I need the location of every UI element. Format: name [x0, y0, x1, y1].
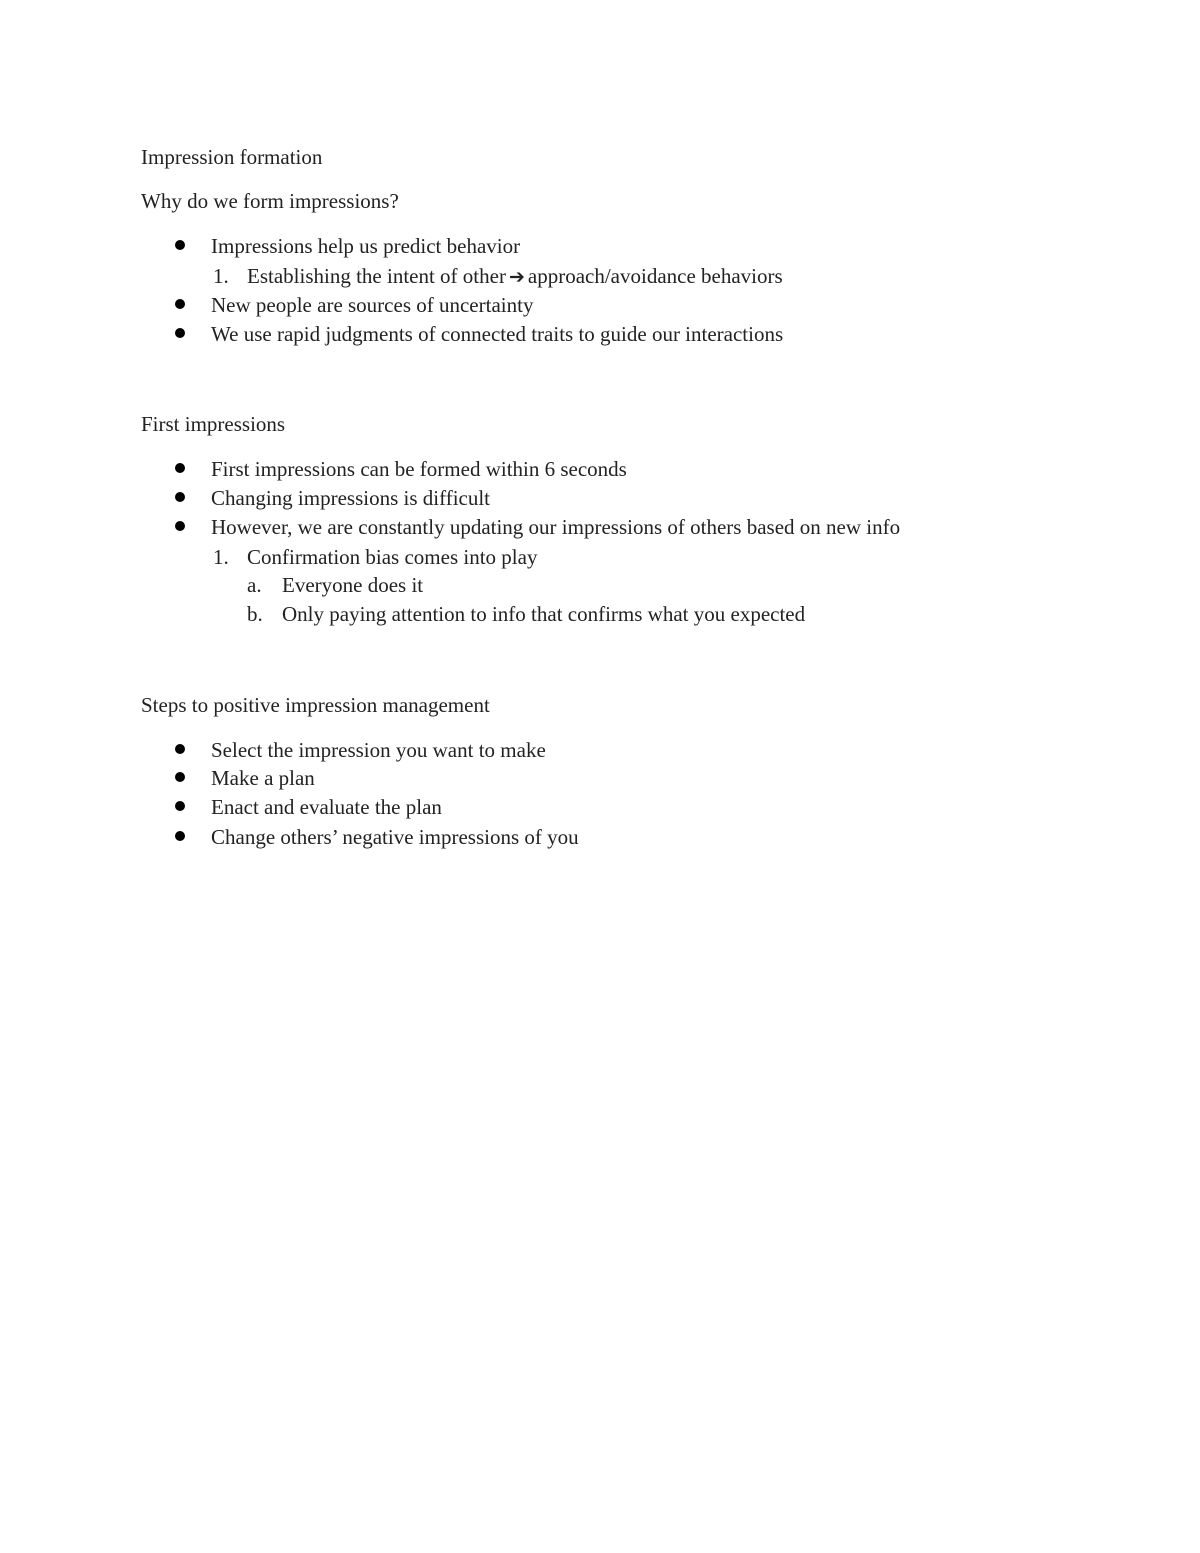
list-marker: 1.: [213, 264, 229, 288]
list-item: Impressions help us predict behavior: [211, 234, 521, 258]
list-marker: b.: [247, 602, 263, 626]
list-item: Make a plan: [211, 766, 315, 790]
section-heading-first-impressions: First impressions: [141, 412, 286, 436]
sub-list-item: Confirmation bias comes into play: [247, 545, 538, 569]
bullet-icon: [175, 521, 185, 531]
list-item: We use rapid judgments of connected traits to guide our interactions: [211, 322, 784, 346]
list-marker: 1.: [213, 545, 229, 569]
sub-list-item: [247, 261, 783, 292]
sub-list-item-text-after: approach/avoidance behaviors: [527, 264, 783, 288]
list-item: Select the impression you want to make: [211, 738, 546, 762]
sub-sub-list-item: Only paying attention to info that confirms what you expected: [282, 602, 806, 626]
right-arrow-icon: ➔: [508, 266, 525, 288]
bullet-icon: [175, 801, 185, 811]
section-heading-steps-positive-impression: Steps to positive impression management: [141, 693, 490, 717]
list-item: However, we are constantly updating our impressions of others based on new info: [211, 515, 901, 539]
list-item: Changing impressions is difficult: [211, 486, 491, 510]
bullet-icon: [175, 492, 185, 502]
list-item: Enact and evaluate the plan: [211, 795, 442, 819]
bullet-icon: [175, 772, 185, 782]
bullet-icon: [175, 463, 185, 473]
bullet-icon: [175, 240, 185, 250]
bullet-icon: [175, 831, 185, 841]
bullet-icon: [175, 744, 185, 754]
list-marker: a.: [247, 573, 262, 597]
list-item: Change others’ negative impressions of you: [211, 825, 579, 849]
document-title: Impression formation: [141, 145, 323, 169]
sub-sub-list-item: Everyone does it: [282, 573, 424, 597]
section-heading-why-form-impressions: Why do we form impressions?: [141, 189, 399, 213]
list-item: First impressions can be formed within 6 seconds: [211, 457, 627, 481]
bullet-icon: [175, 328, 185, 338]
bullet-icon: [175, 299, 185, 309]
list-item: New people are sources of uncertainty: [211, 293, 534, 317]
sub-list-item-text: Establishing the intent of other: [247, 264, 506, 288]
